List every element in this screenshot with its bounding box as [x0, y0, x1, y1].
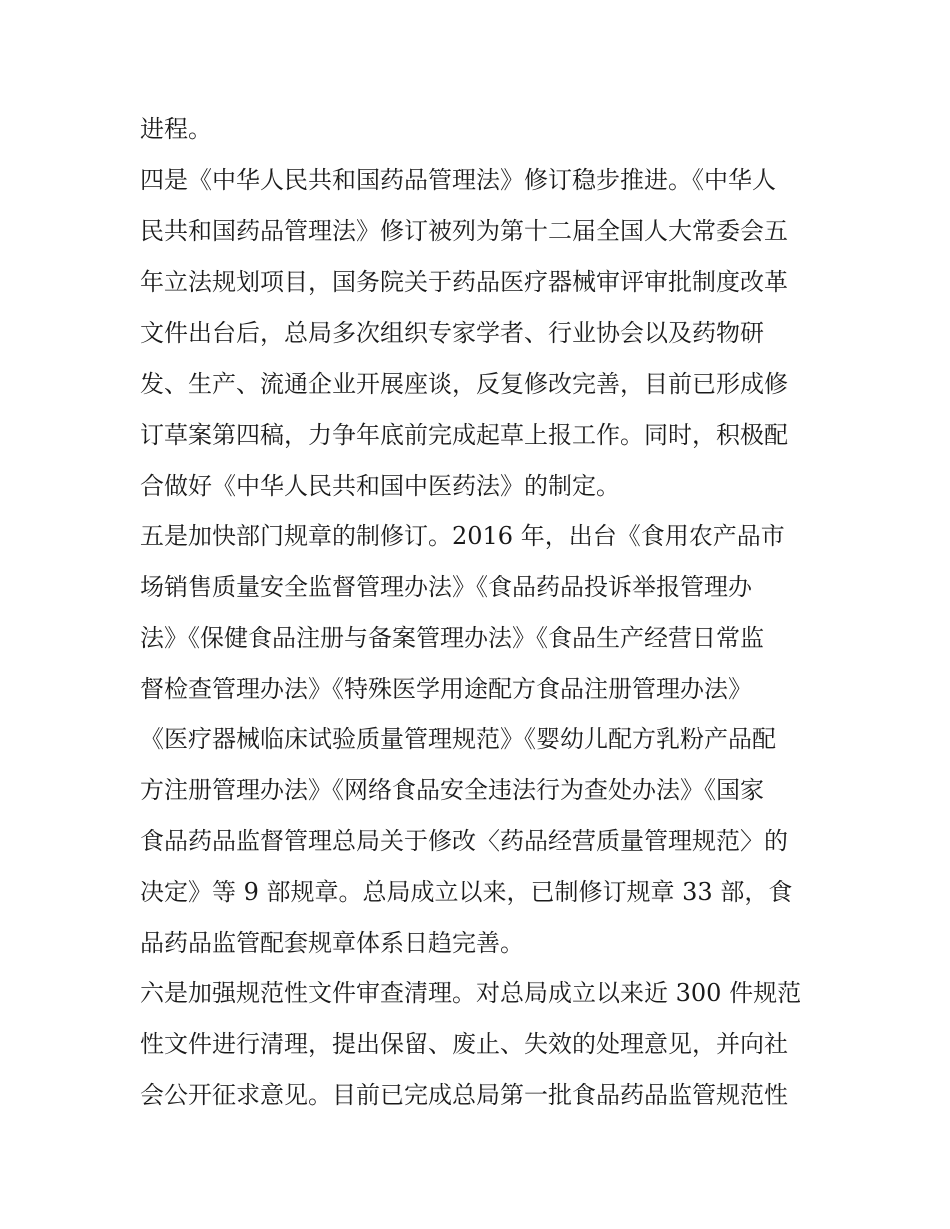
text-line: 品药品监管配套规章体系日趋完善。 — [140, 929, 524, 957]
text-line: 督检查管理办法》《特殊医学用途配方食品注册管理办法》 — [140, 675, 752, 703]
text-line: 民共和国药品管理法》修订被列为第十二届全国人大常委会五 — [140, 217, 788, 245]
text-line: 方注册管理办法》《网络食品安全违法行为查处办法》《国家 — [140, 776, 764, 804]
text-line: 订草案第四稿，力争年底前完成起草上报工作。同时，积极配 — [140, 421, 788, 449]
text-line: 五是加快部门规章的制修订。2016 年，出台《食用农产品市 — [140, 522, 785, 550]
text-line: 决定》等 9 部规章。总局成立以来，已制修订规章 33 部，食 — [140, 878, 793, 906]
text-line: 进程。 — [140, 115, 212, 143]
text-line: 六是加强规范性文件审查清理。对总局成立以来近 300 件规范 — [140, 979, 802, 1007]
text-line: 性文件进行清理，提出保留、废止、失效的处理意见，并向社 — [140, 1030, 788, 1058]
text-line: 场销售质量安全监督管理办法》《食品药品投诉举报管理办 — [140, 573, 752, 601]
text-line: 年立法规划项目，国务院关于药品医疗器械审评审批制度改革 — [140, 268, 788, 296]
text-line: 合做好《中华人民共和国中医药法》的制定。 — [140, 472, 620, 500]
text-line: 发、生产、流通企业开展座谈，反复修改完善，目前已形成修 — [140, 370, 788, 398]
text-line: 食品药品监督管理总局关于修改〈药品经营质量管理规范〉的 — [140, 827, 788, 855]
text-line: 会公开征求意见。目前已完成总局第一批食品药品监管规范性 — [140, 1081, 788, 1109]
text-line: 四是《中华人民共和国药品管理法》修订稳步推进。《中华人 — [140, 166, 776, 194]
text-line: 文件出台后，总局多次组织专家学者、行业协会以及药物研 — [140, 319, 764, 347]
text-line: 法》《保健食品注册与备案管理办法》《食品生产经营日常监 — [140, 624, 764, 652]
text-line: 《医疗器械临床试验质量管理规范》《婴幼儿配方乳粉产品配 — [140, 725, 776, 753]
